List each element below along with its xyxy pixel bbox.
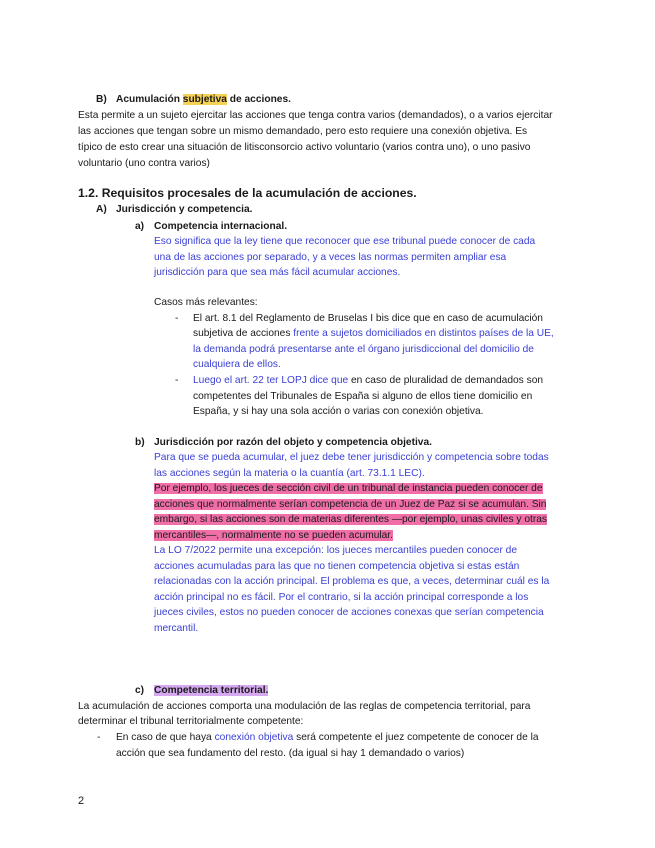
bullet2-text: en caso de pluralidad de demandados son [348,375,544,386]
bullet2-line: competentes del Tribunales de España si alguno de ellos tiene domicilio en [193,391,533,402]
territorial-text-line: La acumulación de acciones comporta una modulación de las reglas de competencia territorial, para [78,701,531,712]
pink-highlight-text: mercantiles—, normalmente no se pueden acumular. [154,530,393,541]
bullet1-line: El art. 8.1 del Reglamento de Bruselas I bis dice que en caso de acumulación [193,313,543,324]
section-b-letter: B) [96,94,107,105]
bullet3-text: será competente el juez competente de conocer de la [293,732,539,743]
sub-b-letter: b) [135,437,145,448]
section-a-title: Jurisdicción y competencia. [116,204,253,215]
dash-bullet: - [97,732,101,743]
territorial-text-line: determinar el tribunal territorialmente competente: [78,716,304,727]
bullet1-blue-text: frente a sujetos domiciliados en distintos países de la UE, [293,328,554,339]
sub-c-highlight: Competencia territorial. [154,685,269,696]
intl-text-line: una de las acciones por separado, y a veces las normas permiten ampliar esa [154,252,507,263]
bullet2-line [193,375,543,387]
sub-a-title: Competencia internacional. [154,221,288,232]
sub-c-letter: c) [135,685,145,696]
dash-bullet: - [175,375,179,386]
bullet1-text: subjetiva de acciones [193,328,294,339]
lo-text-line: mercantil. [154,623,199,634]
pink-highlight-line [154,499,546,511]
page-number: 2 [78,795,85,807]
section-b-title-pre: Acumulación [116,94,183,105]
pink-highlight-line [154,483,543,495]
section-b-title [116,94,291,106]
bullet2-blue-text: Luego el art. 22 ter LOPJ dice que [193,375,349,386]
para1-line: las acciones que tengan sobre un mismo demandado, pero esto requiere una conexión objetiva. Es [78,126,528,137]
section-a-letter: A) [96,204,107,215]
para1-line: típico de esto crear una situación de litisconsorcio activo voluntario (varios contra uno), o uno pasivo [78,142,531,153]
lo-text-line: acción principal no es fácil. Por el contrario, si la acción principal corresponde a los [154,592,529,603]
objective-text-line: Para que se pueda acumular, el juez debe tener jurisdicción y competencia sobre todas [154,452,549,463]
pink-highlight-text: embargo, si las acciones son de materias diferentes —por ejemplo, unas civiles y otras [154,514,547,525]
pink-highlight-line [154,514,547,526]
sub-b-title: Jurisdicción por razón del objeto y competencia objetiva. [154,437,432,448]
casos-label: Casos más relevantes: [154,297,258,308]
pink-highlight-text: Por ejemplo, los jueces de sección civil de un tribunal de instancia pueden conocer de [154,483,543,494]
bullet1-line [193,328,554,340]
lo-text-line: jueces civiles, estos no pueden conocer de acciones conexas que serían competencia [154,607,544,618]
bullet1-line: la demanda podrá presentarse ante el órgano jurisdiccional del domicilio de [193,344,534,355]
sub-c-title [154,685,268,697]
bullet1-line: cualquiera de ellos. [193,359,281,370]
intl-text-line: jurisdicción para que sea más fácil acumular acciones. [154,267,401,278]
bullet3-line: acción que sea fundamento del resto. (da igual si hay 1 demandado o varios) [116,748,465,759]
lo-text-line: La LO 7/2022 permite una excepción: los jueces mercantiles pueden conocer de [154,545,518,556]
sub-a-letter: a) [135,221,145,232]
pink-highlight-line [154,530,393,542]
section-b-title-post: de acciones. [226,94,291,105]
para1-line: voluntario (uno contra varios) [78,158,210,169]
bullet3-blue-text: conexión objetiva [214,732,294,743]
intl-text-line: Eso significa que la ley tiene que reconocer que ese tribunal puede conocer de cada [154,236,536,247]
para1-line: Esta permite a un sujeto ejercitar las acciones que tenga contra varios (demandados), o a varios ejercitar [78,110,553,121]
objective-text-line: las acciones según la materia o la cuantía (art. 73.1.1 LEC). [154,468,425,479]
lo-text-line: relacionadas con la acción principal. El problema es que, a veces, determinar cuál es la [154,576,550,587]
section-b-highlight: subjetiva [182,94,227,105]
section-heading-1-2: 1.2. Requisitos procesales de la acumulación de acciones. [78,186,417,200]
bullet2-line: España, y si hay una sola acción o varias con conexión objetiva. [193,406,484,417]
pink-highlight-text: acciones que normalmente serían competencia de un Juez de Paz si se acumulan. Sin [154,499,547,510]
bullet3-text: En caso de que haya [116,732,215,743]
dash-bullet: - [175,313,179,324]
lo-text-line: acciones acumuladas para las que no tienen competencia objetiva si estas están [154,561,520,572]
bullet3-line [116,732,539,744]
